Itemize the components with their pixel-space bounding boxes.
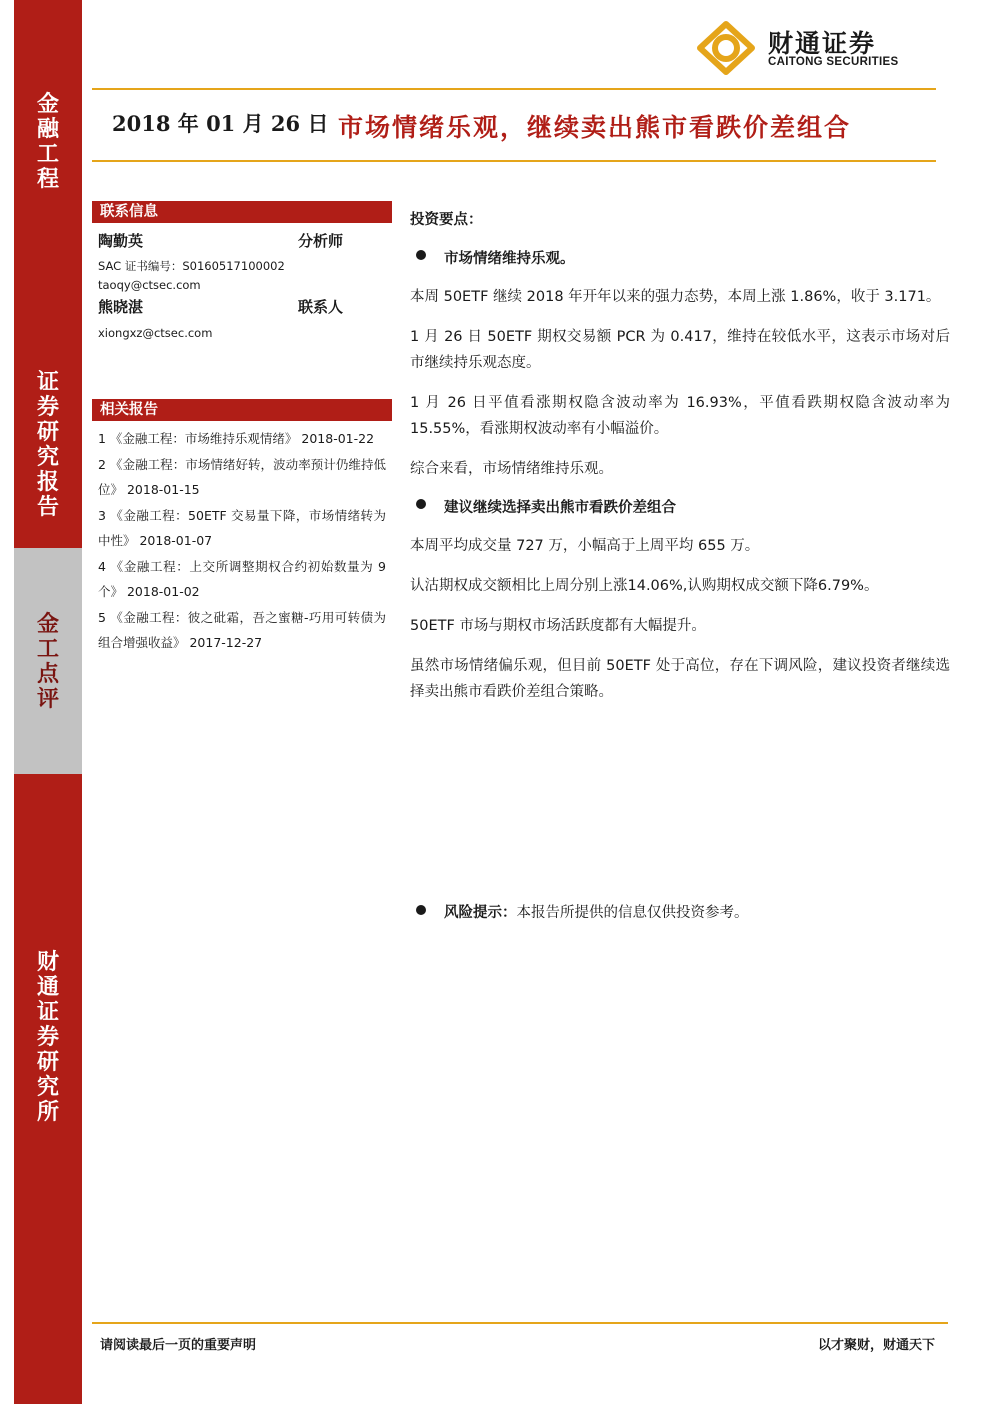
risk-label: 风险提示： [444,904,517,921]
footer-disclaimer: 请阅读最后一页的重要声明 [100,1338,257,1353]
bullet-icon [416,250,426,260]
related-reports-list [98,426,386,656]
paragraph: 虽然市场情绪偏乐观，但目前 50ETF 处于高位，存在下调风险，建议投资者继续选择卖出熊市看跌价差组合策略。 [410,658,950,700]
related-reports-heading: 相关报告 [92,399,392,421]
logo-text-en: CAITONG SECURITIES [768,56,899,68]
paragraph: 本周 50ETF 继续 2018 年开年以来的强力态势，本周上涨 1.86%，收于 3.171。 [410,289,941,305]
footer-rule [92,1322,948,1324]
header-rule-top [92,88,936,90]
bullet-icon [416,905,426,915]
analyst-email[interactable]: taoqy@ctsec.com [98,278,201,292]
sidebar-label-commentary: 金 工 点 评 [36,611,59,712]
related-report-item[interactable]: 4 《金融工程：上交所调整期权合约初始数量为 9 个》 2018-01-02 [98,558,386,599]
bullet-heading-strategy: 建议继续选择卖出熊市看跌价差组合 [410,496,950,517]
related-report-item[interactable]: 5 《金融工程：彼之砒霜，吾之蜜糖-巧用可转债为组合增强收益》 2017-12-27 [98,609,386,650]
sidebar-label-research-report: 证 券 研 究 报 告 [36,369,59,520]
key-points-heading: 投资要点： [410,211,483,228]
sidebar [0,0,82,1404]
related-report-item[interactable]: 1 《金融工程：市场维持乐观情绪》 2018-01-22 [98,431,375,446]
bullet-icon [416,499,426,509]
analyst-role: 分析师 [298,232,344,250]
header-rule-bottom [92,160,936,162]
contact-person-email[interactable]: xiongxz@ctsec.com [98,326,213,340]
paragraph: 1 月 26 日 50ETF 期权交易额 PCR 为 0.417，维持在较低水平，这表示市场对后市继续持乐观态度。 [410,329,950,371]
paragraph: 1 月 26 日平值看涨期权隐含波动率为 16.93%，平值看跌期权隐含波动率为 15.55%，看涨期权波动率有小幅溢价。 [410,395,950,437]
risk-text: 本报告所提供的信息仅供投资参考。 [516,905,749,921]
risk-notice [410,901,950,922]
footer-slogan: 以才聚财，财通天下 [817,1338,935,1353]
paragraph: 50ETF 市场与期权市场活跃度都有大幅提升。 [410,618,706,634]
company-logo [694,20,934,76]
bullet-heading-sentiment: 市场情绪维持乐观。 [410,247,950,268]
analyst-name: 陶勤英 [98,232,144,250]
report-date: 2018 年 01 月 26 日 [112,111,329,136]
contact-person-role: 联系人 [298,298,344,316]
caitong-logo-icon [694,20,758,76]
related-report-item[interactable]: 2 《金融工程：市场情绪好转，波动率预计仍维持低位》 2018-01-15 [98,456,386,497]
report-title: 市场情绪乐观，继续卖出熊市看跌价差组合 [338,113,852,142]
sidebar-label-financial-engineering: 金 融 工 程 [36,91,59,192]
analyst-certificate: SAC 证书编号：S0160517100002 [98,259,285,273]
paragraph: 本周平均成交量 727 万，小幅高于上周平均 655 万。 [410,538,760,554]
contact-heading: 联系信息 [92,201,392,223]
sidebar-label-institute: 财 通 证 券 研 究 所 [36,949,59,1125]
paragraph: 认沽期权成交额相比上周分别上涨14.06%,认购期权成交额下降6.79%。 [410,578,879,594]
paragraph: 综合来看，市场情绪维持乐观。 [410,461,613,477]
contact-person-name: 熊晓湛 [98,298,144,316]
main-content [410,208,950,719]
related-report-item[interactable]: 3 《金融工程：50ETF 交易量下降，市场情绪转为中性》 2018-01-07 [98,507,386,548]
logo-text-cn: 财通证券 [768,29,877,58]
